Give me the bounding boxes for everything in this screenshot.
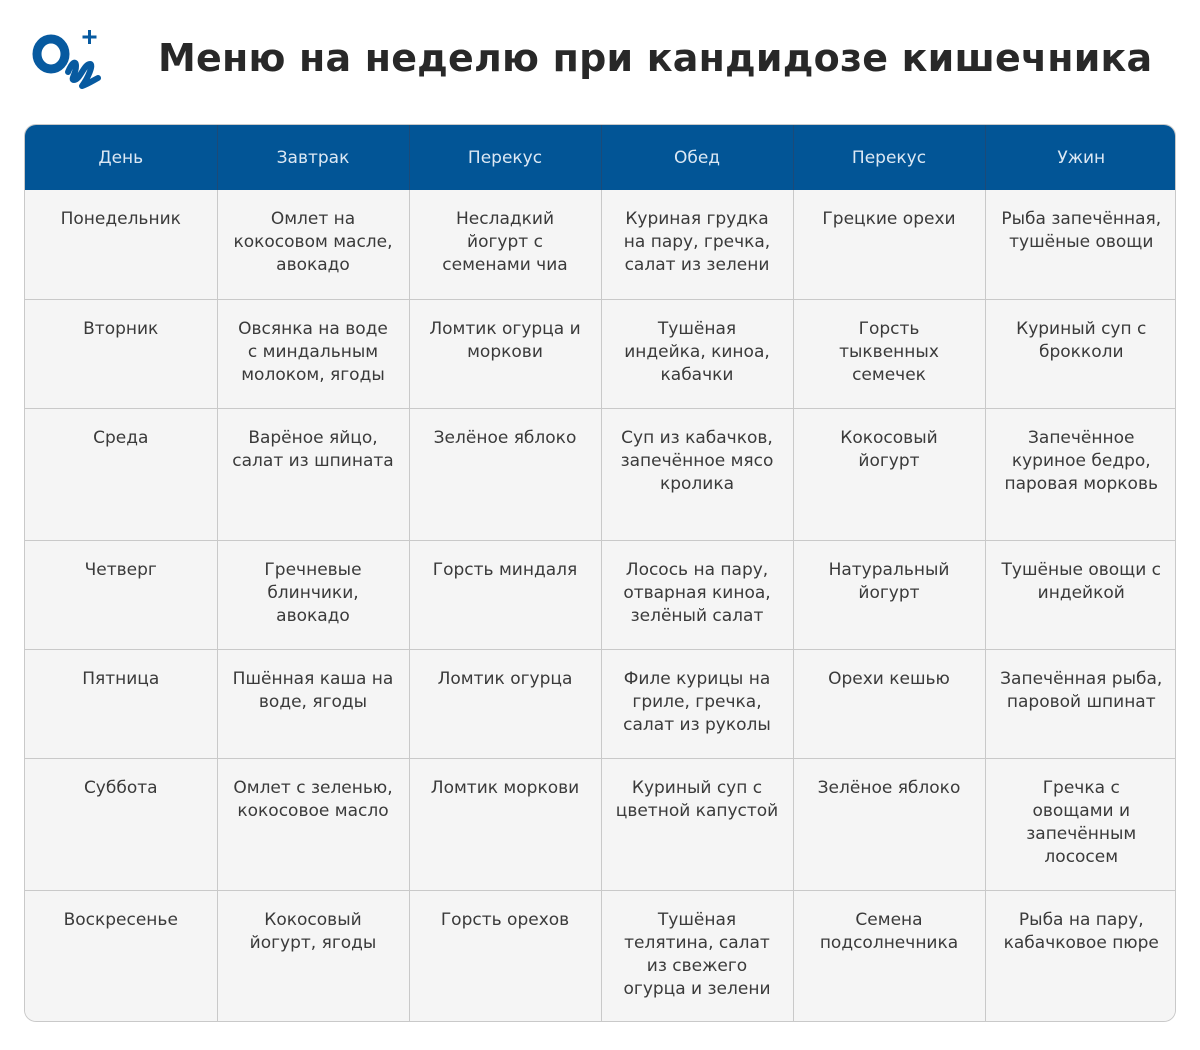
snack-cell: Семена подсолнечника — [793, 890, 985, 1022]
dinner-cell: Гречка с овощами и запечённым лососем — [985, 758, 1176, 890]
dinner-cell: Тушёные овощи с индейкой — [985, 540, 1176, 649]
breakfast-cell: Гречневые блинчики, авокадо — [217, 540, 409, 649]
snack-cell: Зелёное яблоко — [409, 408, 601, 540]
snack-cell: Грецкие орехи — [793, 190, 985, 299]
day-cell: Четверг — [25, 540, 217, 649]
snack-cell: Орехи кешью — [793, 649, 985, 758]
breakfast-cell: Омлет с зеленью, кокосовое масло — [217, 758, 409, 890]
logo-icon — [32, 28, 104, 94]
breakfast-cell: Кокосовый йогурт, ягоды — [217, 890, 409, 1022]
column-header-snack-2: Перекус — [793, 125, 985, 190]
lunch-cell: Филе курицы на гриле, гречка, салат из руколы — [601, 649, 793, 758]
table-row — [25, 190, 1176, 299]
table-row — [25, 649, 1176, 758]
dinner-cell: Рыба на пару, кабачковое пюре — [985, 890, 1176, 1022]
snack-cell: Ломтик огурца и моркови — [409, 299, 601, 408]
snack-cell: Натуральный йогурт — [793, 540, 985, 649]
snack-cell: Горсть миндаля — [409, 540, 601, 649]
snack-cell: Зелёное яблоко — [793, 758, 985, 890]
breakfast-cell: Варёное яйцо, салат из шпината — [217, 408, 409, 540]
lunch-cell: Тушёная индейка, киноа, кабачки — [601, 299, 793, 408]
breakfast-cell: Пшённая каша на воде, ягоды — [217, 649, 409, 758]
dinner-cell: Запечённая рыба, паровой шпинат — [985, 649, 1176, 758]
column-header-dinner: Ужин — [985, 125, 1176, 190]
dinner-cell: Запечённое куриное бедро, паровая морковь — [985, 408, 1176, 540]
table-row — [25, 408, 1176, 540]
lunch-cell: Куриный суп с цветной капустой — [601, 758, 793, 890]
snack-cell: Горсть орехов — [409, 890, 601, 1022]
snack-cell: Горсть тыквенных семечек — [793, 299, 985, 408]
column-header-snack-1: Перекус — [409, 125, 601, 190]
day-cell: Среда — [25, 408, 217, 540]
day-cell: Воскресенье — [25, 890, 217, 1022]
column-header-breakfast: Завтрак — [217, 125, 409, 190]
lunch-cell: Куриная грудка на пару, гречка, салат из зелени — [601, 190, 793, 299]
snack-cell: Несладкий йогурт с семенами чиа — [409, 190, 601, 299]
snack-cell: Ломтик моркови — [409, 758, 601, 890]
table-row — [25, 890, 1176, 1022]
day-cell: Суббота — [25, 758, 217, 890]
day-cell: Понедельник — [25, 190, 217, 299]
column-header-day: День — [25, 125, 217, 190]
menu-table — [24, 124, 1176, 1022]
page-header — [0, 0, 1200, 120]
column-header-lunch: Обед — [601, 125, 793, 190]
lunch-cell: Суп из кабачков, запечённое мясо кролика — [601, 408, 793, 540]
lunch-cell: Лосось на пару, отварная киноа, зелёный салат — [601, 540, 793, 649]
table-row — [25, 758, 1176, 890]
day-cell: Пятница — [25, 649, 217, 758]
snack-cell: Ломтик огурца — [409, 649, 601, 758]
breakfast-cell: Омлет на кокосовом масле, авокадо — [217, 190, 409, 299]
dinner-cell: Куриный суп с брокколи — [985, 299, 1176, 408]
page-title: Меню на неделю при кандидозе кишечника — [158, 36, 1153, 80]
table-row — [25, 299, 1176, 408]
lunch-cell: Тушёная телятина, салат из свежего огурца и зелени — [601, 890, 793, 1022]
table-header-row — [25, 125, 1176, 190]
day-cell: Вторник — [25, 299, 217, 408]
table-row — [25, 540, 1176, 649]
breakfast-cell: Овсянка на воде с миндальным молоком, ягоды — [217, 299, 409, 408]
dinner-cell: Рыба запечённая, тушёные овощи — [985, 190, 1176, 299]
snack-cell: Кокосовый йогурт — [793, 408, 985, 540]
